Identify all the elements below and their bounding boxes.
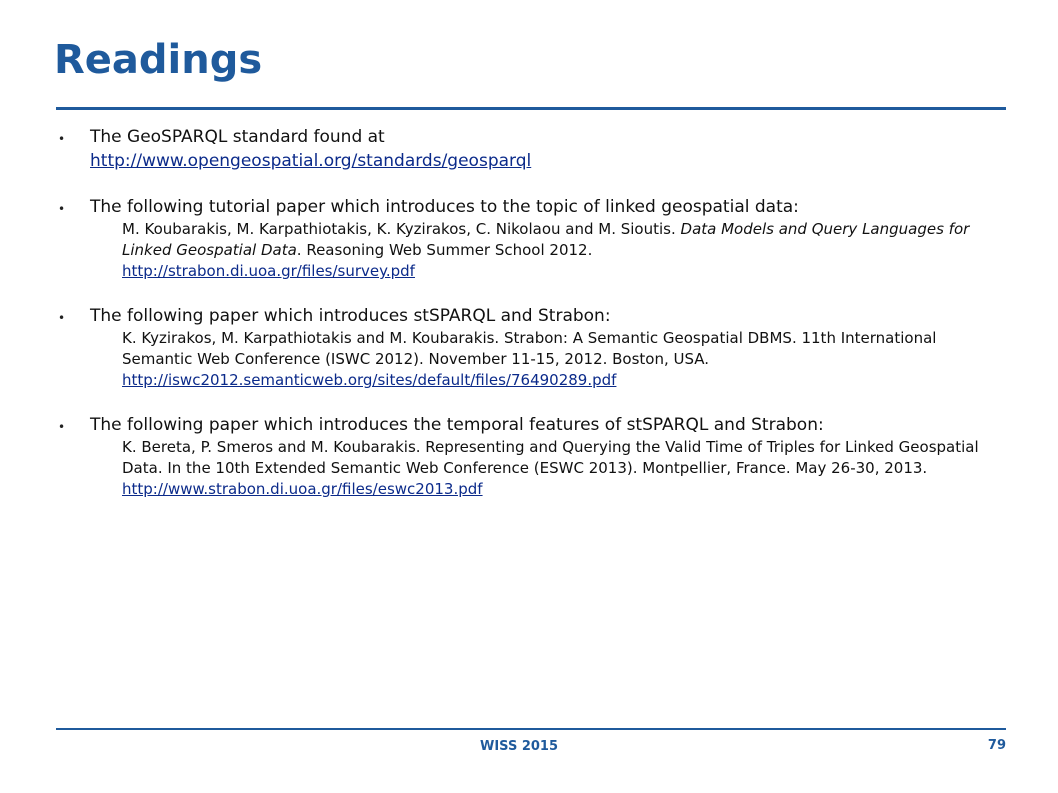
reading-text: The following paper which introduces the temporal features of stSPARQL and Strabon:	[90, 415, 824, 435]
reference-citation	[122, 219, 1002, 282]
readings-list	[54, 125, 1014, 522]
reference-text: K. Kyzirakos, M. Karpathiotakis and M. Koubarakis. Strabon: A Semantic Geospatial DBMS. 11th International Semantic Web Conference (ISWC 2012). November 11-15, 2012. Boston, USA.	[122, 329, 937, 368]
survey-pdf-link[interactable]: http://strabon.di.uoa.gr/files/survey.pdf	[122, 262, 415, 280]
reference-venue: . Reasoning Web Summer School 2012.	[296, 241, 593, 259]
reference-citation	[122, 328, 1002, 391]
bullet-icon: •	[58, 202, 66, 216]
reading-text: The following tutorial paper which introduces to the topic of linked geospatial data:	[90, 197, 799, 217]
bullet-icon: •	[58, 132, 66, 146]
iswc2012-pdf-link[interactable]: http://iswc2012.semanticweb.org/sites/default/files/76490289.pdf	[122, 371, 617, 389]
bullet-icon: •	[58, 311, 66, 325]
eswc2013-pdf-link[interactable]: http://www.strabon.di.uoa.gr/files/eswc2013.pdf	[122, 480, 483, 498]
title-divider	[56, 107, 1006, 110]
footer-divider	[56, 728, 1006, 730]
reading-item-temporal	[54, 413, 1014, 500]
slide-title: Readings	[54, 37, 263, 83]
reading-text: The GeoSPARQL standard found at	[90, 127, 385, 147]
reference-text: K. Bereta, P. Smeros and M. Koubarakis. Representing and Querying the Valid Time of Triples for Linked Geospatial Data. In the 10th Extended Semantic Web Conference (ESWC 2013). Montpellier, France. May 26-30, 2013.	[122, 438, 979, 477]
reading-item-geosparql	[54, 125, 1014, 173]
geosparql-link[interactable]: http://www.opengeospatial.org/standards/geosparql	[90, 151, 532, 171]
bullet-icon: •	[58, 420, 66, 434]
page-number: 79	[987, 738, 1006, 753]
reading-text: The following paper which introduces stSPARQL and Strabon:	[90, 306, 611, 326]
reading-item-stsparql	[54, 304, 1014, 391]
reference-citation	[122, 437, 1002, 500]
reading-item-tutorial	[54, 195, 1014, 282]
reference-title: Data Models and Query Languages for Linked Geospatial Data	[122, 220, 970, 259]
reference-authors: M. Koubarakis, M. Karpathiotakis, K. Kyzirakos, C. Nikolaou and M. Sioutis.	[122, 220, 676, 238]
footer-event-label: WISS 2015	[480, 739, 559, 754]
